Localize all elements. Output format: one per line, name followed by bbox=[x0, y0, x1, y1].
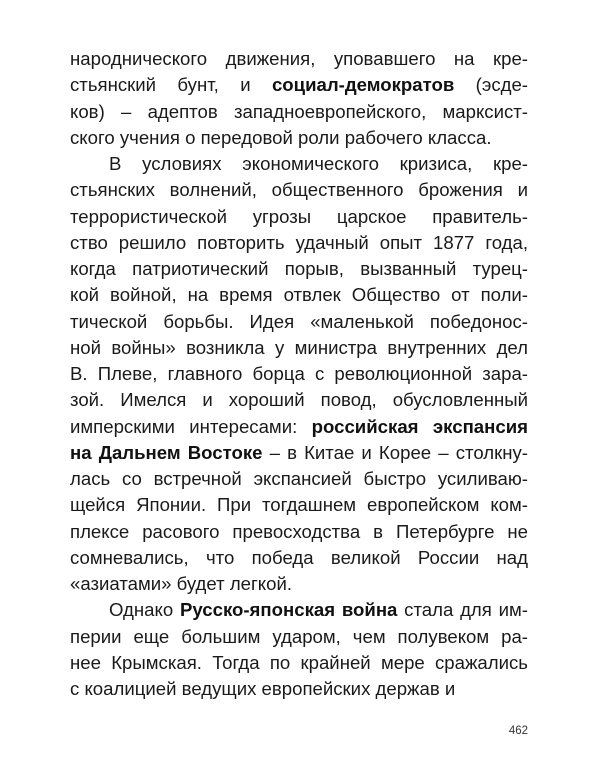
text-run: «азиатами» будет легкой. bbox=[70, 573, 293, 594]
text-run: ной войны» возникла у министра внутренних дел bbox=[70, 336, 528, 358]
text-run: стала для им- bbox=[397, 599, 528, 621]
bold-term: социал-демократов bbox=[271, 74, 455, 96]
text-line bbox=[70, 177, 528, 203]
text-line bbox=[70, 335, 528, 361]
text-line bbox=[70, 624, 528, 650]
text-line bbox=[70, 545, 528, 571]
text-run: стьянских волнений, общественного брожения и bbox=[70, 179, 528, 201]
text-run: имперскими интересами: bbox=[70, 415, 312, 437]
text-line bbox=[70, 440, 528, 466]
text-line bbox=[70, 204, 528, 230]
text-line bbox=[70, 256, 528, 282]
text-line bbox=[70, 597, 528, 623]
text-line bbox=[70, 46, 528, 72]
text-run: щейся Японии. При тогдашнем европейском ком- bbox=[70, 494, 528, 516]
text-line bbox=[70, 230, 528, 256]
text-run: лась со встречной экспансией быстро усиливаю- bbox=[70, 468, 528, 489]
text-line bbox=[70, 650, 528, 676]
bold-term: Русско-японская война bbox=[179, 599, 398, 621]
page-body bbox=[70, 46, 528, 702]
text-run: когда патриотический порыв, вызванный турец- bbox=[70, 258, 528, 279]
text-run: В условиях экономического кризиса, кре- bbox=[109, 153, 528, 174]
text-line bbox=[70, 309, 528, 335]
text-run: – в Китае и Корее – столкну- bbox=[262, 441, 528, 463]
text-line bbox=[70, 519, 528, 545]
text-run: Однако bbox=[109, 599, 180, 621]
text-run: кой войной, на время отвлек Общество от поли- bbox=[70, 284, 528, 306]
text-run: ков) – адептов западноевропейского, марксист- bbox=[70, 100, 528, 122]
text-line bbox=[70, 282, 528, 308]
text-line bbox=[70, 414, 528, 440]
text-line bbox=[70, 676, 528, 702]
text-run: (эсде- bbox=[454, 74, 528, 96]
text-run: тической борьбы. Идея «маленькой победонос- bbox=[70, 310, 528, 332]
text-line bbox=[70, 99, 528, 125]
paragraph bbox=[70, 46, 528, 151]
text-line bbox=[70, 571, 528, 597]
text-line bbox=[70, 387, 528, 413]
text-line bbox=[70, 151, 528, 177]
text-run: стьянский бунт, и bbox=[70, 74, 272, 96]
page-number: 462 bbox=[508, 725, 528, 737]
text-run: плексе расового превосходства в Петербурге не bbox=[70, 520, 528, 542]
text-run: зой. Имелся и хороший повод, обусловленный bbox=[70, 389, 528, 411]
text-run: сомневались, что победа великой России над bbox=[70, 546, 528, 568]
bold-term: российская экспансия bbox=[311, 415, 528, 437]
text-run: народнического движения, уповавшего на кре- bbox=[70, 48, 528, 69]
text-run: террористической угрозы царское правитель- bbox=[70, 205, 528, 227]
paragraph bbox=[70, 597, 528, 702]
text-run: перии еще большим ударом, чем полувеком ра- bbox=[70, 625, 528, 647]
paragraph bbox=[70, 151, 528, 597]
text-line bbox=[70, 361, 528, 387]
bold-term: на Дальнем Востоке bbox=[70, 441, 263, 463]
text-run: с коалицией ведущих европейских держав и bbox=[70, 678, 456, 699]
text-line bbox=[70, 492, 528, 518]
text-run: нее Крымская. Тогда по крайней мере сражались bbox=[70, 651, 528, 673]
text-run: ского учения о передовой роли рабочего класса. bbox=[70, 126, 492, 148]
text-run: В. Плеве, главного борца с революционной зара- bbox=[70, 363, 528, 384]
text-line bbox=[70, 72, 528, 98]
text-line bbox=[70, 466, 528, 492]
text-line bbox=[70, 125, 528, 151]
text-run: ство решило повторить удачный опыт 1877 года, bbox=[70, 231, 528, 253]
